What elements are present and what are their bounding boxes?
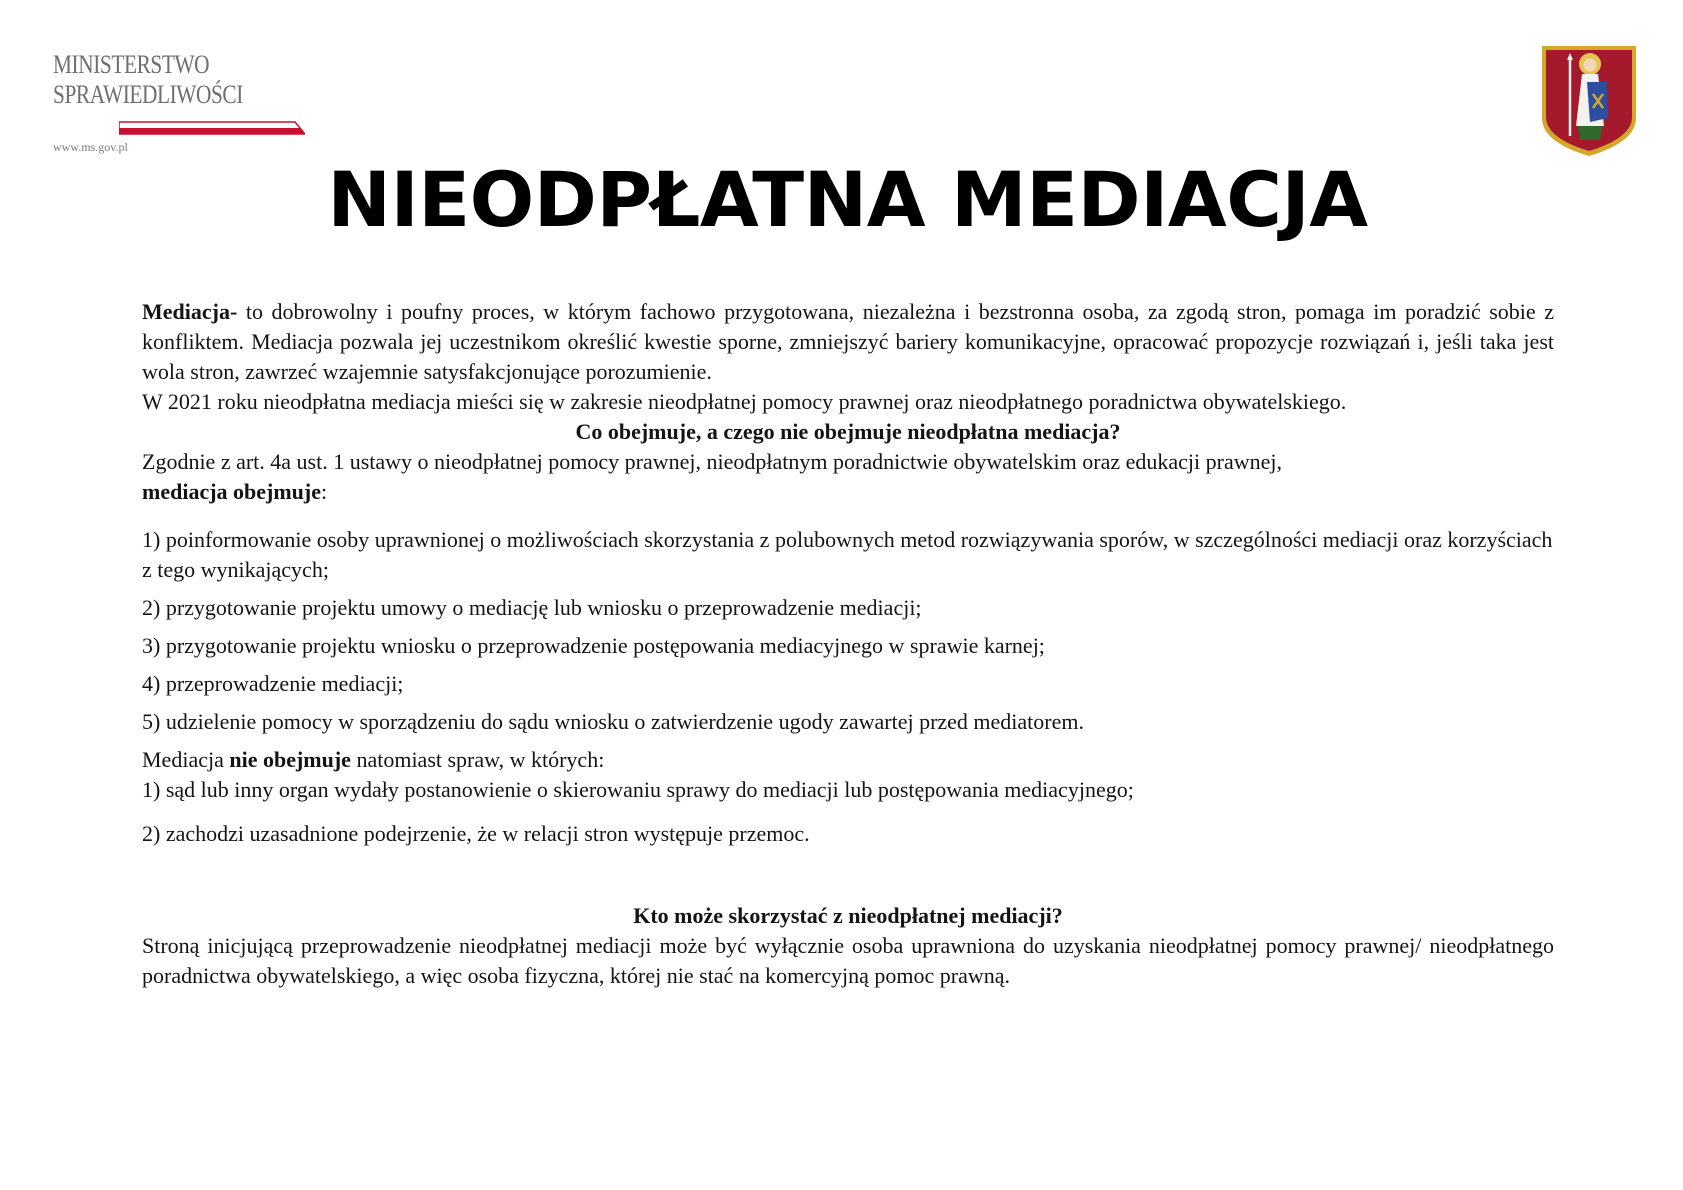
scope-lead-text: Zgodnie z art. 4a ust. 1 ustawy o nieodpłatnej pomocy prawnej, nieodpłatnym poradnictwie obywatelskim oraz edukacji prawnej, xyxy=(142,449,1283,474)
mediation-definition: to dobrowolny i poufny proces, w którym fachowo przygotowana, niezależna i bezstronna osoba, za zgodą stron, pomaga im poradzić sobie z konfliktem. Mediacja pozwala jej uczestnikom określić kwestie sporne, zmniejszyć bariery komunikacyjne, opracować propozycje rozwiązań i, jeśli taka jest wola stron, zawrzeć wzajemnie satysfakcjonujące porozumienie. xyxy=(142,299,1554,384)
includes-item-1: 1) poinformowanie osoby uprawnionej o możliwościach skorzystania z polubownych metod rozwiązywania sporów, w szczególności mediacji oraz korzyściach z tego wynikających; xyxy=(142,527,1553,582)
scope-lead xyxy=(142,447,1554,507)
excludes-pre: Mediacja xyxy=(142,747,230,772)
logo-line-2: SPRAWIEDLIWOŚCI xyxy=(53,80,243,109)
includes-item-2: 2) przygotowanie projektu umowy o mediację lub wniosku o przeprowadzenie mediacji; xyxy=(142,595,922,620)
logo-url: www.ms.gov.pl xyxy=(53,140,128,154)
includes-item-3: 3) przygotowanie projektu wniosku o przeprowadzenie postępowania mediacyjnego w sprawie karnej; xyxy=(142,633,1045,658)
scope-lead-end: : xyxy=(321,479,328,504)
intro-paragraph xyxy=(142,297,1554,387)
document-body xyxy=(142,297,1554,991)
year-note: W 2021 roku nieodpłatna mediacja mieści się w zakresie nieodpłatnej pomocy prawnej oraz nieodpłatnego poradnictwa obywatelskiego. xyxy=(142,389,1347,414)
who-heading: Kto może skorzystać z nieodpłatnej mediacji? xyxy=(633,903,1063,928)
excludes-item-1: 1) sąd lub inny organ wydały postanowienie o skierowaniu sprawy do mediacji lub postępowania mediacyjnego; xyxy=(142,777,1134,802)
logo-line-1: MINISTERSTWO xyxy=(53,50,210,79)
excludes-lead xyxy=(142,745,1554,775)
who-paragraph: Stroną inicjującą przeprowadzenie nieodpłatnej mediacji może być wyłącznie osoba uprawniona do uzyskania nieodpłatnej pomocy prawnej/ nieodpłatnego poradnictwa obywatelskiego, a więc osoba fizyczna, której nie stać na komercyjną pomoc prawną. xyxy=(142,933,1554,988)
scope-lead-bold: mediacja obejmuje xyxy=(142,479,322,504)
excludes-item-2: 2) zachodzi uzasadnione podejrzenie, że w relacji stron występuje przemoc. xyxy=(142,821,810,846)
ministry-logo xyxy=(53,50,263,160)
scope-heading: Co obejmuje, a czego nie obejmuje nieodpłatna mediacja? xyxy=(575,419,1121,444)
coat-of-arms-icon xyxy=(1540,44,1638,158)
page-title: NIEODPŁATNA MEDIACJA xyxy=(327,155,1368,244)
excludes-post: natomiast spraw, w których: xyxy=(350,747,605,772)
mediation-term: Mediacja- xyxy=(142,299,238,324)
excludes-bold: nie obejmuje xyxy=(229,747,351,772)
includes-item-4: 4) przeprowadzenie mediacji; xyxy=(142,671,404,696)
includes-item-5: 5) udzielenie pomocy w sporządzeniu do sądu wniosku o zatwierdzenie ugody zawartej przed mediatorem. xyxy=(142,709,1084,734)
flag-stripe-icon xyxy=(119,120,305,136)
